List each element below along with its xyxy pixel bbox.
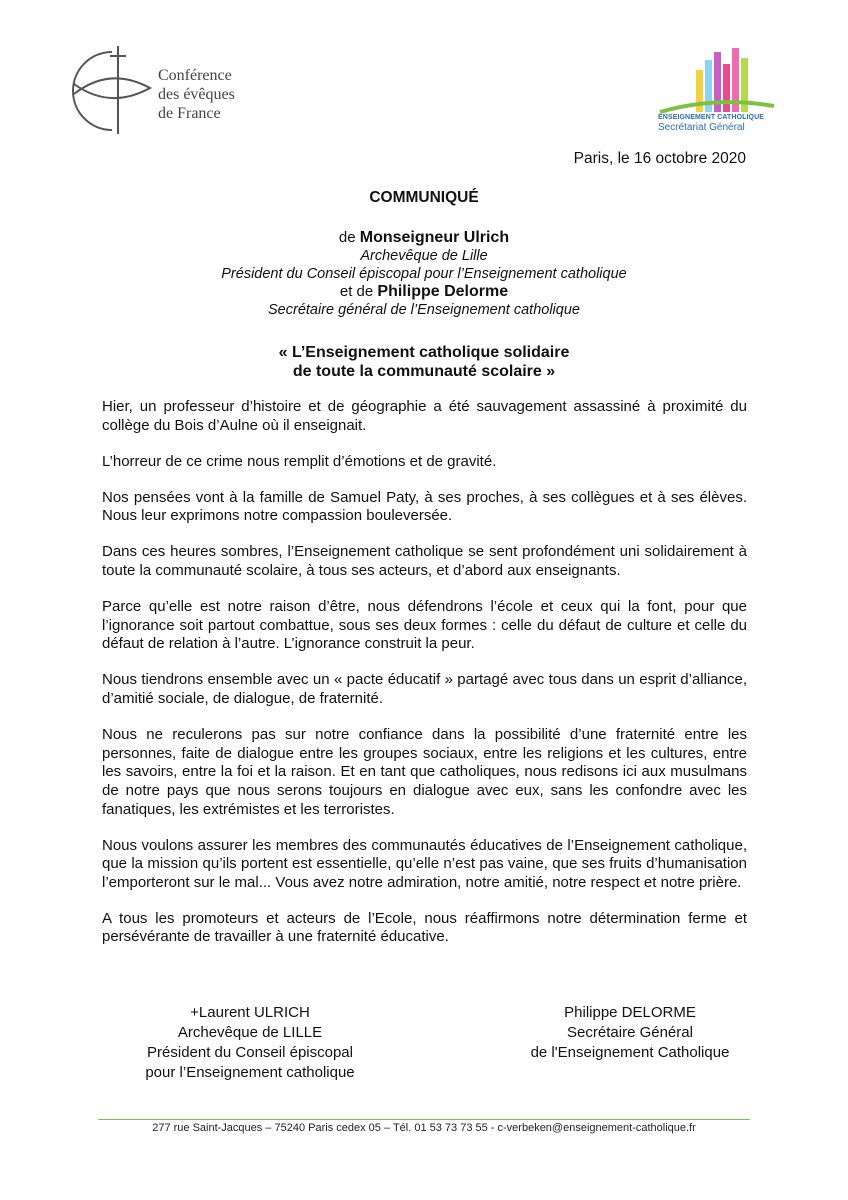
cef-logo-line-3: de France — [158, 105, 221, 122]
author-1-role-a: Archevêque de Lille — [360, 248, 488, 264]
document-title: COMMUNIQUÉ — [369, 189, 479, 206]
signature-right-line: Philippe DELORME — [564, 1004, 696, 1021]
signature-left-line: +Laurent ULRICH — [190, 1004, 310, 1021]
signature-left-line: Archevêque de LILLE — [177, 1024, 323, 1041]
author-2-role: Secrétaire général de l’Enseignement catholique — [268, 302, 580, 318]
paragraph: Hier, un professeur d’histoire et de géographie a été sauvagement assassiné à proximité du collège du Bois d’Aulne où il enseignait. — [102, 398, 747, 434]
enseignement-catholique-logo-text — [658, 114, 764, 133]
cef-logo-line-2: des évêques — [158, 86, 235, 103]
author-1-name: Monseigneur Ulrich — [359, 229, 510, 246]
paragraph: A tous les promoteurs et acteurs de l’Ecole, nous réaffirmons notre détermination ferme et persévérante de travailler à une fraternité éducative. — [102, 909, 747, 946]
paragraph: Dans ces heures sombres, l’Enseignement catholique se sent profondément uni solidairement à toute la communauté scolaire, à tous ses acteurs, et d’abord aux enseignants. — [102, 543, 747, 580]
body-text — [102, 398, 747, 965]
statement-heading-line-2: de toute la communauté scolaire » — [292, 363, 556, 380]
signature-left-line: Président du Conseil épiscopal — [147, 1044, 353, 1061]
author-2-prefix: et de — [339, 283, 378, 300]
signature-right — [490, 1003, 770, 1063]
statement-heading — [100, 343, 748, 381]
author-2-name: Philippe Delorme — [377, 283, 509, 300]
paragraph: L’horreur de ce crime nous remplit d’émotions et de gravité. — [102, 452, 497, 470]
ec-logo-line-1: ENSEIGNEMENT CATHOLIQUE — [658, 114, 765, 121]
cef-logo-text — [158, 66, 235, 123]
author-1-prefix: de — [338, 229, 360, 246]
author-1-line — [100, 229, 748, 247]
paragraph: Nos pensées vont à la famille de Samuel Paty, à ses proches, à ses collègues et à ses élèves. Nous leur exprimons notre compassion bouleversée. — [102, 488, 747, 525]
statement-heading-line-1: « L’Enseignement catholique solidaire — [278, 344, 570, 361]
author-1-role-b: Président du Conseil épiscopal pour l’Enseignement catholique — [221, 266, 627, 282]
footer-address: 277 rue Saint-Jacques – 75240 Paris cedex 05 – Tél. 01 53 73 73 55 - c-verbeken@enseignement-catholique.fr — [152, 1122, 696, 1134]
paragraph: Nous tiendrons ensemble avec un « pacte éducatif » partagé avec tous dans un esprit d’alliance, d’amitié sociale, de dialogue, de fraternité. — [102, 671, 747, 708]
signature-right-line: de l'Enseignement Catholique — [530, 1044, 730, 1061]
author-2-line — [100, 283, 748, 301]
paragraph: Nous ne reculerons pas sur notre confiance dans la possibilité d’une fraternité entre les personnes, faite de dialogue entre les groupes sociaux, entre les religions et les cultures, entre les savoirs, entre la foi et la raison. Et en tant que catholiques, nous redisons ici aux musulmans de notre pays que nous serons toujours en dialogue avec eux, sans les confondre avec les fanatiques, les extrémistes et les terroristes. — [102, 726, 747, 818]
paragraph: Parce qu’elle est notre raison d’être, nous défendrons l’école et ceux qui la font, pour que l’ignorance soit partout combattue, sous ses deux formes : celle du défaut de culture et celle du défaut de relation à l’autre. L’ignorance construit la peur. — [102, 598, 747, 653]
document-date: Paris, le 16 octobre 2020 — [573, 150, 746, 167]
paragraph: Nous voulons assurer les membres des communautés éducatives de l’Enseignement catholique, que la mission qu’ils portent est essentielle, qu’elle n’est pas vaine, que ses fruits d’humanisation l’emporteront sur le mal... Vous avez notre admiration, notre amitié, notre respect et notre prière. — [102, 836, 747, 891]
footer-divider — [98, 1119, 750, 1120]
signature-right-line: Secrétaire Général — [567, 1024, 693, 1041]
cef-logo-line-1: Conférence — [158, 67, 232, 84]
authors-block — [100, 229, 748, 319]
signature-left — [120, 1003, 380, 1083]
signature-left-line: pour l’Enseignement catholique — [145, 1064, 355, 1081]
ec-logo-line-2: Secrétariat Général — [658, 122, 745, 133]
